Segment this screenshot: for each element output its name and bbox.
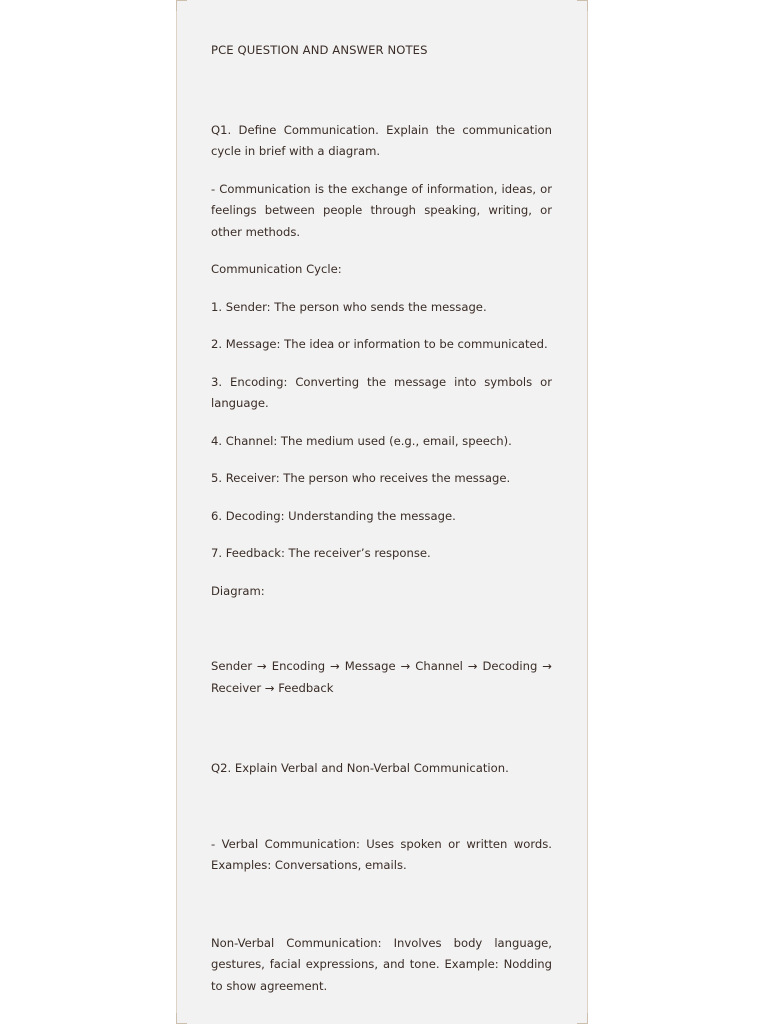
document-title: PCE QUESTION AND ANSWER NOTES: [211, 43, 428, 57]
nonverbal-paragraph: Non-Verbal Communication: Involves body language, gestures, facial expressions, and tone. Example: Nodding to show agreement.: [211, 935, 552, 993]
definition-paragraph: - Communication is the exchange of information, ideas, or feelings between people through speaking, writing, or other methods.: [211, 181, 552, 239]
document-page: [176, 0, 588, 1024]
cycle-step-feedback: 7. Feedback: The receiver’s response.: [211, 546, 431, 560]
cycle-step-sender: 1. Sender: The person who sends the message.: [211, 299, 487, 314]
cycle-step-decoding: 6. Decoding: Understanding the message.: [211, 508, 456, 523]
document-body: [211, 40, 552, 997]
cycle-step-channel: 4. Channel: The medium used (e.g., email, speech).: [211, 433, 512, 448]
diagram-heading: Diagram:: [211, 583, 265, 598]
page-corner-mark: [577, 0, 588, 11]
cycle-heading: Communication Cycle:: [211, 262, 342, 276]
question-1: Q1. Define Communication. Explain the communication cycle in brief with a diagram.: [211, 122, 552, 158]
question-2: Q2. Explain Verbal and Non-Verbal Communication.: [211, 761, 509, 775]
cycle-step-encoding: 3. Encoding: Converting the message into symbols or language.: [211, 374, 552, 410]
page-corner-mark: [176, 1013, 187, 1024]
cycle-step-receiver: 5. Receiver: The person who receives the message.: [211, 471, 511, 485]
page-corner-mark: [577, 1013, 588, 1024]
diagram-flow: Sender → Encoding → Message → Channel → Decoding → Receiver → Feedback: [211, 659, 552, 695]
page-corner-mark: [176, 0, 187, 11]
verbal-paragraph: - Verbal Communication: Uses spoken or written words. Examples: Conversations, emails.: [211, 836, 552, 872]
cycle-step-message: 2. Message: The idea or information to be communicated.: [211, 337, 548, 351]
